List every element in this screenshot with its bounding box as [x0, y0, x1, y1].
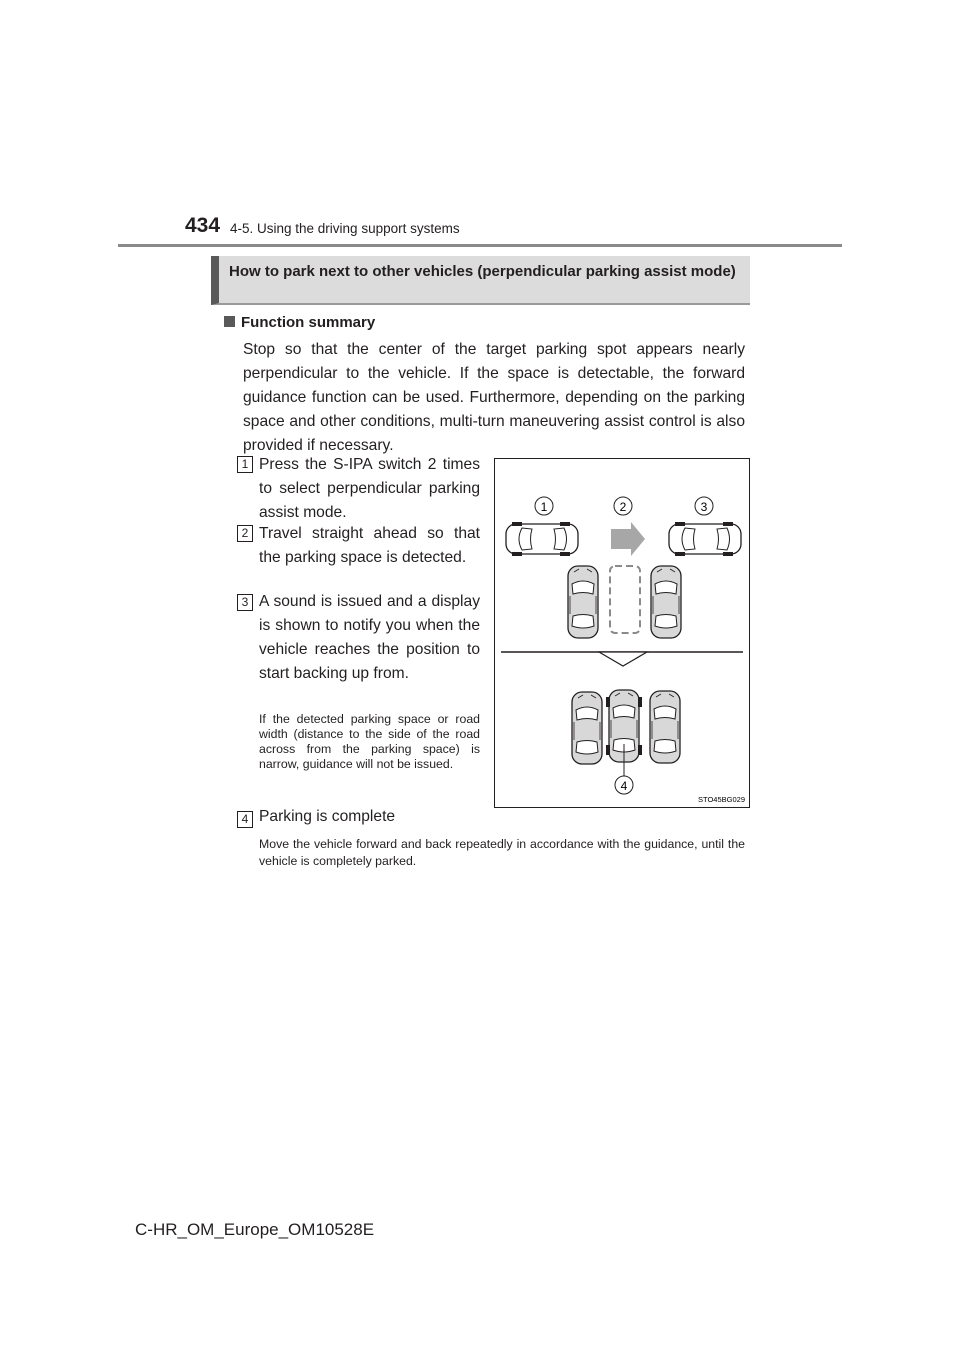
parked-car-left [568, 566, 598, 638]
parking-figure [494, 458, 750, 808]
parking-diagram [495, 459, 749, 807]
figure-label-4 [615, 776, 633, 794]
step-note-4: Move the vehicle forward and back repeatedly in accordance with the guidance, until the vehicle is completely parked. [259, 837, 745, 868]
svg-text:1: 1 [540, 500, 548, 514]
section-title: 4-5. Using the driving support systems [230, 221, 460, 236]
parked-car-right [651, 566, 681, 638]
target-parking-space [610, 566, 640, 633]
function-summary-label: Function summary [241, 314, 376, 331]
step-note-3: If the detected parking space or road width (distance to the side of the road across from the parking space) is narrow, guidance will not be issued. [259, 712, 480, 771]
bottom-parked-car-right [650, 691, 680, 763]
figure-label-3 [695, 497, 713, 515]
step-text-4: Parking is complete [259, 808, 396, 825]
svg-text:2: 2 [619, 500, 627, 514]
svg-text:3: 3 [700, 500, 708, 514]
figure-label-1 [535, 497, 553, 515]
page-number: 434 [185, 214, 221, 237]
down-arrow-icon [599, 652, 647, 666]
step-number-4: 4 [237, 811, 253, 828]
step-number-3: 3 [237, 594, 253, 611]
step-text-1: Press the S-IPA switch 2 times to select perpendicular parking assist mode. [259, 456, 480, 521]
vehicle-start [506, 522, 578, 556]
function-summary-title [224, 314, 375, 331]
function-summary-text: Stop so that the center of the target parking spot appears nearly perpendicular to the vehicle. If the space is detectable, the forward guidance function can be used. Furthermore, depending on the parking space and other conditions, multi-turn maneuvering assist control is also provided if necessary. [243, 341, 745, 454]
step-number-2: 2 [237, 525, 253, 542]
heading-box [211, 256, 750, 305]
step-text-2: Travel straight ahead so that the parking space is detected. [259, 525, 480, 566]
step-text-3: A sound is issued and a display is shown to notify you when the vehicle reaches the position to start backing up from. [259, 593, 480, 682]
step-number-1: 1 [237, 456, 253, 473]
bottom-parked-car-left [572, 692, 602, 764]
vehicle-stop [669, 522, 741, 556]
footer-code: C-HR_OM_Europe_OM10528E [135, 1220, 375, 1239]
figure-code: STO45BG029 [698, 795, 745, 804]
svg-text:4: 4 [620, 779, 628, 793]
heading-text: How to park next to other vehicles (perpendicular parking assist mode) [229, 263, 736, 280]
square-bullet-icon [224, 316, 235, 327]
header-rule [118, 244, 842, 247]
figure-label-2 [614, 497, 632, 515]
forward-arrow-icon [611, 522, 645, 556]
